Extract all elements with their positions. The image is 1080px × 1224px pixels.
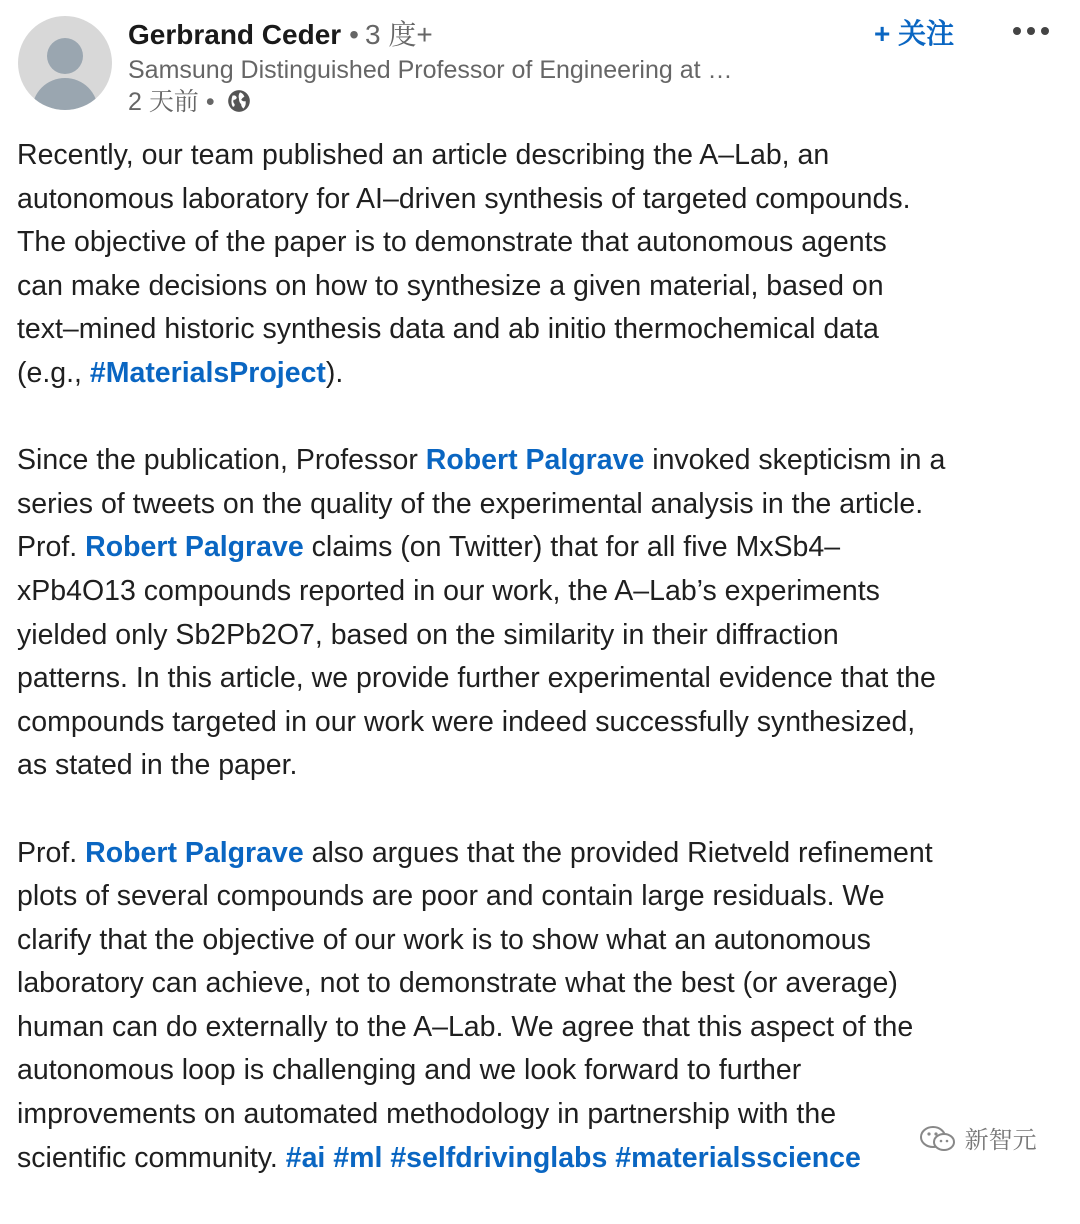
text-line: (e.g., #MaterialsProject). [17,356,344,389]
text-line: Recently, our team published an article describing the A–Lab, an [17,139,830,171]
connection-degree: 3 度+ [364,19,433,50]
post-paragraph-1 [17,134,1057,396]
hashtag-ml[interactable]: #ml [333,1141,383,1174]
watermark [918,1120,1037,1160]
avatar-placeholder-head [47,38,83,74]
post-body [17,134,1057,1224]
time-separator: • [205,88,215,116]
post-meta [128,86,252,118]
text-line: laboratory can achieve, not to demonstrate what the best (or average) [17,967,898,1000]
text-line: clarify that the objective of our work is to show what an autonomous [17,923,871,956]
post-paragraph-3 [17,832,1057,1181]
post-paragraph-2 [17,439,1057,788]
text-line: can make decisions on how to synthesize a given material, based on [17,269,884,302]
mention-robert-palgrave[interactable]: Robert Palgrave [85,836,304,869]
more-options-button[interactable] [1006,10,1056,50]
post-time: 2 天前 [128,88,199,116]
follow-button[interactable]: + 关注 [874,12,954,52]
text-line: text–mined historic synthesis data and ab initio thermochemical data [17,313,879,346]
wechat-icon [918,1124,958,1154]
text-line: plots of several compounds are poor and contain large residuals. We [17,880,885,913]
globe-icon [226,88,252,114]
text-line: human can do externally to the A–Lab. We agree that this aspect of the [17,1010,914,1043]
hashtag-selfdrivinglabs[interactable]: #selfdrivinglabs [390,1141,608,1174]
text-line: Prof. Robert Palgrave also argues that the provided Rietveld refinement [17,836,933,869]
text-line: patterns. In this article, we provide further experimental evidence that the [17,662,936,695]
text-line: yielded only Sb2Pb2O7, based on the similarity in their diffraction [17,618,839,651]
text-line: autonomous loop is challenging and we look forward to further [17,1054,802,1087]
text-line: Prof. Robert Palgrave claims (on Twitter) that for all five MxSb4– [17,531,841,564]
avatar[interactable] [18,16,112,110]
text-line: The objective of the paper is to demonstrate that autonomous agents [17,226,887,259]
text-line: Since the publication, Professor Robert Palgrave invoked skepticism in a [17,444,946,477]
watermark-text: 新智元 [964,1127,1037,1154]
hashtag-ai[interactable]: #ai [285,1141,326,1174]
text-line: series of tweets on the quality of the experimental analysis in the article. [17,487,924,520]
author-headline[interactable]: Samsung Distinguished Professor of Engineering at … [128,56,733,84]
author-line [128,17,433,53]
avatar-placeholder-body [32,78,98,110]
mention-robert-palgrave[interactable]: Robert Palgrave [425,444,645,477]
text-line: improvements on automated methodology in partnership with the [17,1098,837,1131]
hashtag-materialsproject[interactable]: #MaterialsProject [89,356,326,389]
author-name[interactable]: Gerbrand Ceder [128,19,342,50]
text-line: compounds targeted in our work were indeed successfully synthesized, [17,705,916,738]
text-line: as stated in the paper. [17,749,298,782]
name-separator: • [349,19,359,50]
hashtag-materialsscience[interactable]: #materialsscience [615,1141,861,1174]
text-line: xPb4O13 compounds reported in our work, the A–Lab’s experiments [17,574,880,607]
more-icon [1010,23,1052,38]
post-header [0,0,1080,130]
mention-robert-palgrave[interactable]: Robert Palgrave [85,531,304,564]
text-line: autonomous laboratory for AI–driven synthesis of targeted compounds. [17,182,911,215]
text-line: scientific community. #ai #ml #selfdrivinglabs #materialsscience [17,1141,861,1174]
